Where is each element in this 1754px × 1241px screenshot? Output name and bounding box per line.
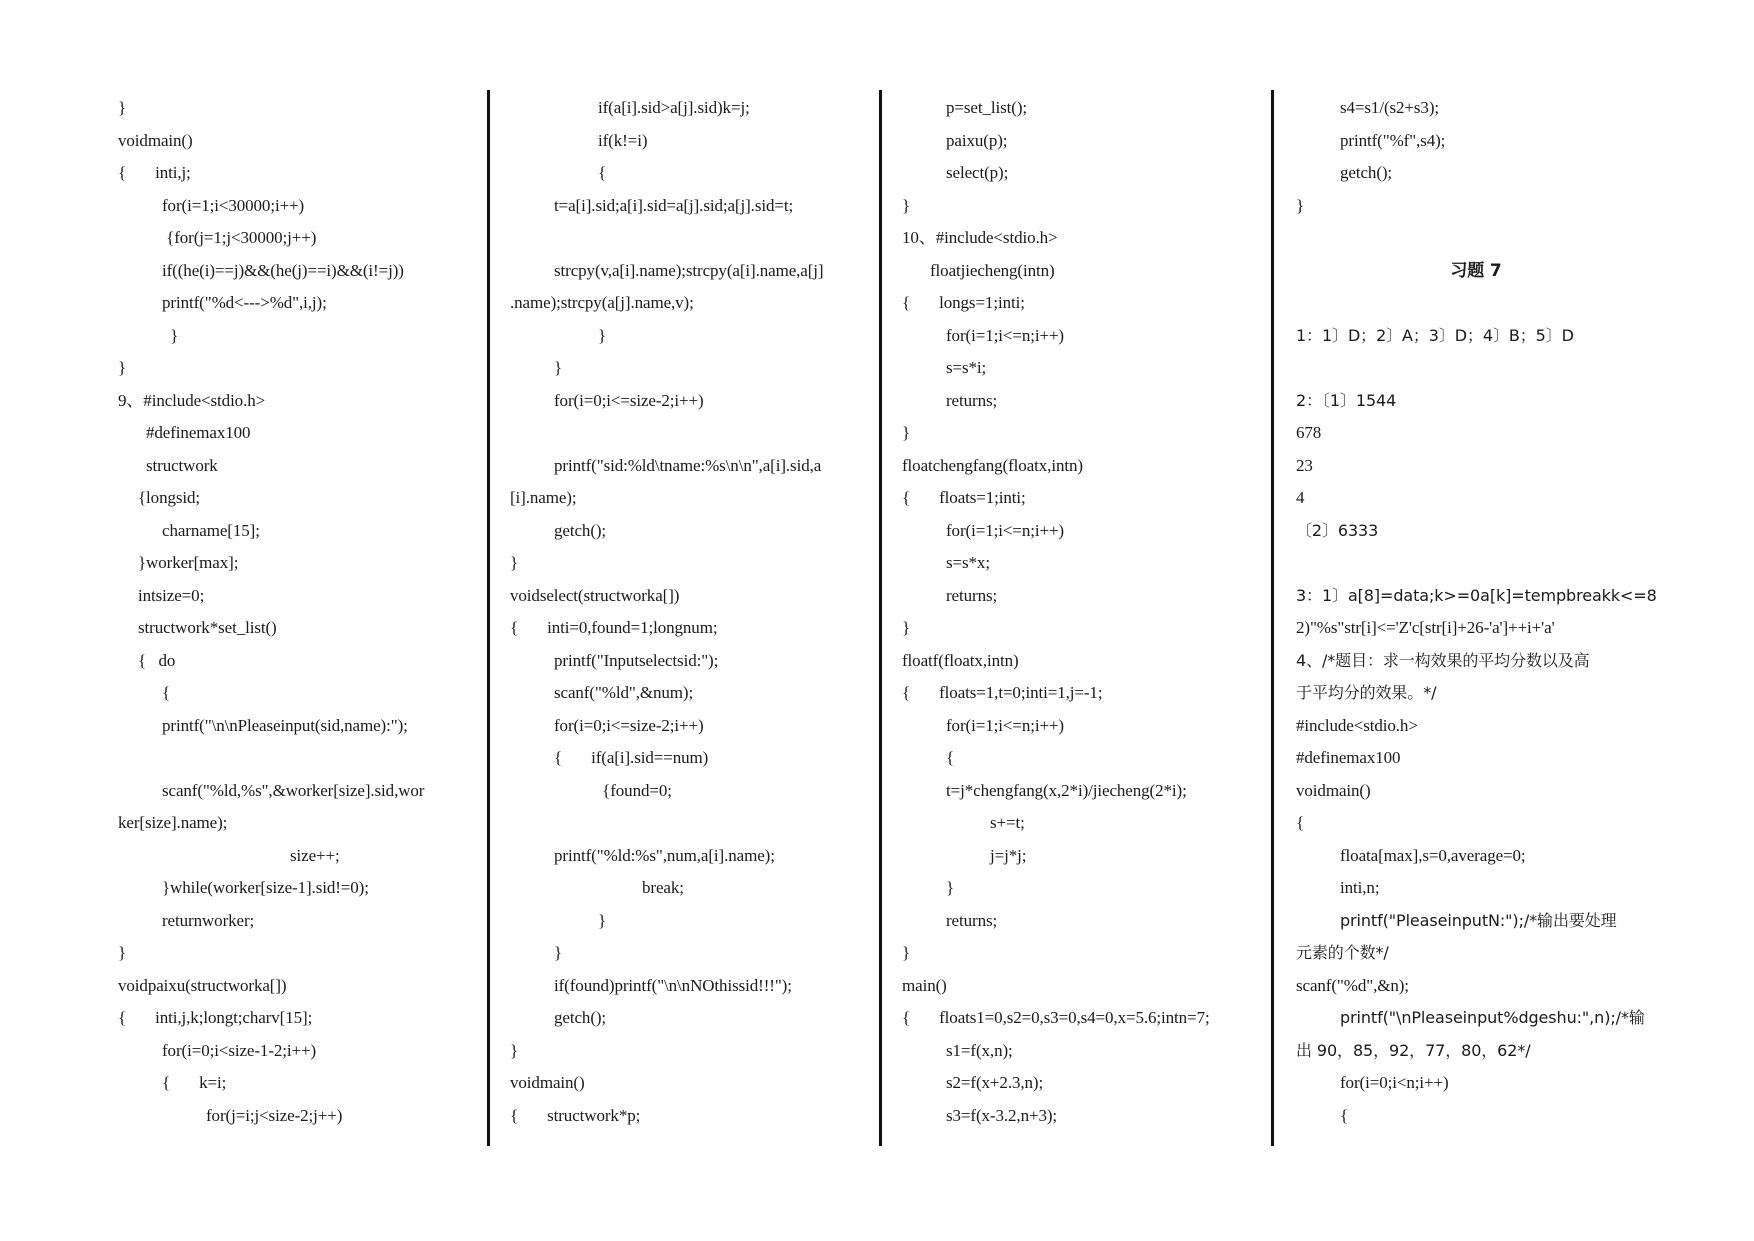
text-line: floatf(floatx,intn): [902, 650, 1019, 670]
text-line: for(i=0;i<size-1-2;i++): [162, 1040, 317, 1060]
text-line: }: [946, 878, 955, 897]
text-line: }: [118, 98, 127, 117]
text-line: p=set_list();: [946, 98, 1028, 117]
text-line: getch();: [554, 1008, 607, 1027]
text-line: returns;: [946, 585, 998, 605]
text-line: }: [118, 943, 127, 962]
text-line: structwork*set_list(): [138, 618, 277, 637]
text-line: 1：1〕D；2〕A；3〕D；4〕B；5〕D: [1296, 325, 1574, 345]
text-line: 23: [1296, 455, 1313, 475]
column-divider: [487, 90, 490, 1146]
text-line: {: [162, 683, 171, 702]
text-line: }: [510, 553, 519, 572]
text-line: { inti,j;: [118, 163, 191, 182]
text-line: .name);strcpy(a[j].name,v);: [510, 293, 694, 312]
text-line: }: [510, 1040, 519, 1060]
text-line: {: [598, 163, 607, 182]
text-line: break;: [642, 878, 684, 897]
text-line: {for(j=1;j<30000;j++): [162, 228, 317, 247]
text-line: getch();: [1340, 163, 1393, 182]
text-line: s+=t;: [990, 813, 1025, 832]
text-line: structwork: [146, 455, 218, 475]
text-line: printf("PleaseinputN:");/*输出要处理: [1340, 910, 1617, 930]
text-line: { inti,j,k;longt;charv[15];: [118, 1008, 313, 1027]
blank-line: [510, 417, 870, 450]
section-heading: 习题 7: [1450, 260, 1502, 281]
text-line: }: [554, 943, 563, 962]
text-line: s2=f(x+2.3,n);: [946, 1073, 1044, 1092]
text-line: }: [1296, 195, 1305, 215]
column-divider: [1271, 90, 1274, 1146]
text-line: inti,n;: [1340, 878, 1380, 897]
text-line: ker[size].name);: [118, 813, 228, 832]
text-line: }: [598, 325, 607, 345]
text-line: }: [902, 423, 911, 442]
text-line: scanf("%d",&n);: [1296, 975, 1409, 995]
text-line: floatchengfang(floatx,intn): [902, 455, 1083, 475]
text-line: { do: [138, 650, 176, 670]
blank-line: [1296, 222, 1656, 255]
text-line: select(p);: [946, 163, 1009, 182]
text-line: printf("%f",s4);: [1340, 130, 1446, 150]
text-line: 4: [1296, 488, 1305, 507]
text-line: printf("\n\nPleaseinput(sid,name):");: [162, 715, 408, 735]
blank-line: [1296, 287, 1656, 320]
text-line: }while(worker[size-1].sid!=0);: [162, 878, 369, 897]
text-line: }: [162, 325, 179, 345]
text-line: }: [598, 910, 607, 930]
text-line: }worker[max];: [138, 553, 239, 572]
text-line: { k=i;: [162, 1073, 227, 1092]
text-line: charname[15];: [162, 520, 260, 540]
text-line: 出 90，85，92，77，80，62*/: [1296, 1040, 1531, 1060]
text-line: if(found)printf("\n\nNOthissid!!!");: [554, 975, 792, 995]
text-line: scanf("%ld,%s",&worker[size].sid,wor: [162, 780, 425, 800]
text-line: 2)"%s"str[i]<='Z'c[str[i]+26-'a']++i+'a': [1296, 618, 1555, 637]
text-line: s3=f(x-3.2,n+3);: [946, 1105, 1058, 1125]
text-line: t=j*chengfang(x,2*i)/jiecheng(2*i);: [946, 780, 1187, 800]
text-line: }: [118, 358, 127, 377]
text-line: {longsid;: [138, 488, 201, 507]
text-line: { longs=1;inti;: [902, 293, 1025, 312]
text-line: voidselect(structworka[]): [510, 585, 680, 605]
text-line: for(i=1;i<=n;i++): [946, 715, 1064, 735]
text-line: if(k!=i): [598, 130, 648, 150]
text-line: printf("\nPleaseinput%dgeshu:",n);/*输: [1340, 1008, 1645, 1027]
text-line: #definemax100: [146, 423, 251, 442]
text-line: size++;: [290, 845, 340, 865]
text-line: 9、#include<stdio.h>: [118, 390, 266, 410]
text-line: for(i=1;i<=n;i++): [946, 520, 1064, 540]
blank-line: [510, 807, 870, 840]
text-line: printf("Inputselectsid:");: [554, 650, 719, 670]
text-line: {: [946, 748, 955, 767]
text-line: s1=f(x,n);: [946, 1040, 1013, 1060]
text-line: s=s*x;: [946, 553, 990, 572]
text-line: {found=0;: [598, 780, 672, 800]
text-line: for(i=0;i<=size-2;i++): [554, 715, 704, 735]
text-line: printf("%ld:%s",num,a[i].name);: [554, 845, 775, 865]
text-line: 4、/*题目：求一构效果的平均分数以及高: [1296, 650, 1590, 670]
text-line: { if(a[i].sid==num): [554, 748, 709, 767]
blank-line: [118, 742, 478, 775]
text-line: floata[max],s=0,average=0;: [1340, 845, 1526, 865]
text-line: floatjiecheng(intn): [930, 260, 1055, 280]
text-line: }: [554, 358, 563, 377]
text-line: }: [902, 943, 911, 962]
text-line: if((he(i)==j)&&(he(j)==i)&&(i!=j)): [162, 260, 404, 280]
text-line: main(): [902, 975, 947, 995]
blank-line: [1296, 547, 1656, 580]
text-line: returns;: [946, 910, 998, 930]
text-line: voidmain(): [118, 130, 193, 150]
text-line: printf("%d<--->%d",i,j);: [162, 293, 327, 312]
text-line: s4=s1/(s2+s3);: [1340, 98, 1440, 117]
text-line: { floats=1,t=0;inti=1,j=-1;: [902, 683, 1103, 702]
text-line: voidpaixu(structworka[]): [118, 975, 287, 995]
text-line: for(i=1;i<=n;i++): [946, 325, 1064, 345]
text-line: j=j*j;: [990, 845, 1027, 865]
text-line: t=a[i].sid;a[i].sid=a[j].sid;a[j].sid=t;: [554, 195, 794, 215]
text-line: 元素的个数*/: [1296, 943, 1389, 962]
text-line: 10、#include<stdio.h>: [902, 228, 1058, 247]
text-line: returns;: [946, 390, 998, 410]
text-line: scanf("%ld",&num);: [554, 683, 694, 702]
text-line: voidmain(): [1296, 780, 1371, 800]
text-line: for(i=0;i<n;i++): [1340, 1073, 1449, 1092]
text-line: 〔2〕6333: [1296, 520, 1379, 540]
text-line: 于平均分的效果。*/: [1296, 683, 1437, 702]
text-line: 3：1〕a[8]=data;k>=0a[k]=tempbreakk<=8: [1296, 585, 1657, 605]
text-line: if(a[i].sid>a[j].sid)k=j;: [598, 98, 750, 117]
text-line: }: [902, 618, 911, 637]
text-line: }: [902, 195, 911, 215]
text-line: paixu(p);: [946, 130, 1008, 150]
text-line: { structwork*p;: [510, 1105, 641, 1125]
text-line: { floats=1;inti;: [902, 488, 1026, 507]
text-line: for(i=0;i<=size-2;i++): [554, 390, 704, 410]
text-line: for(i=1;i<30000;i++): [162, 195, 305, 215]
text-line: for(j=i;j<size-2;j++): [206, 1105, 343, 1125]
text-line: strcpy(v,a[i].name);strcpy(a[i].name,a[j]: [554, 260, 824, 280]
text-line: returnworker;: [162, 910, 255, 930]
text-line: {: [1296, 813, 1305, 832]
text-line: getch();: [554, 520, 607, 540]
text-line: { inti=0,found=1;longnum;: [510, 618, 718, 637]
column-divider: [879, 90, 882, 1146]
text-line: #definemax100: [1296, 748, 1401, 767]
text-line: 2：〔1〕1544: [1296, 390, 1397, 410]
blank-line: [510, 222, 870, 255]
text-line: printf("sid:%ld\tname:%s\n\n",a[i].sid,a: [554, 455, 822, 475]
text-column-3: [902, 92, 1262, 1132]
text-column-4: [1296, 92, 1656, 1132]
text-line: #include<stdio.h>: [1296, 715, 1418, 735]
text-line: intsize=0;: [138, 585, 205, 605]
text-line: s=s*i;: [946, 358, 987, 377]
text-column-1: [118, 92, 478, 1132]
text-line: { floats1=0,s2=0,s3=0,s4=0,x=5.6;intn=7;: [902, 1008, 1210, 1027]
text-line: [i].name);: [510, 488, 577, 507]
text-line: {: [1340, 1105, 1349, 1125]
blank-line: [1296, 352, 1656, 385]
text-line: 678: [1296, 423, 1322, 442]
text-line: voidmain(): [510, 1073, 585, 1092]
text-column-2: [510, 92, 870, 1132]
